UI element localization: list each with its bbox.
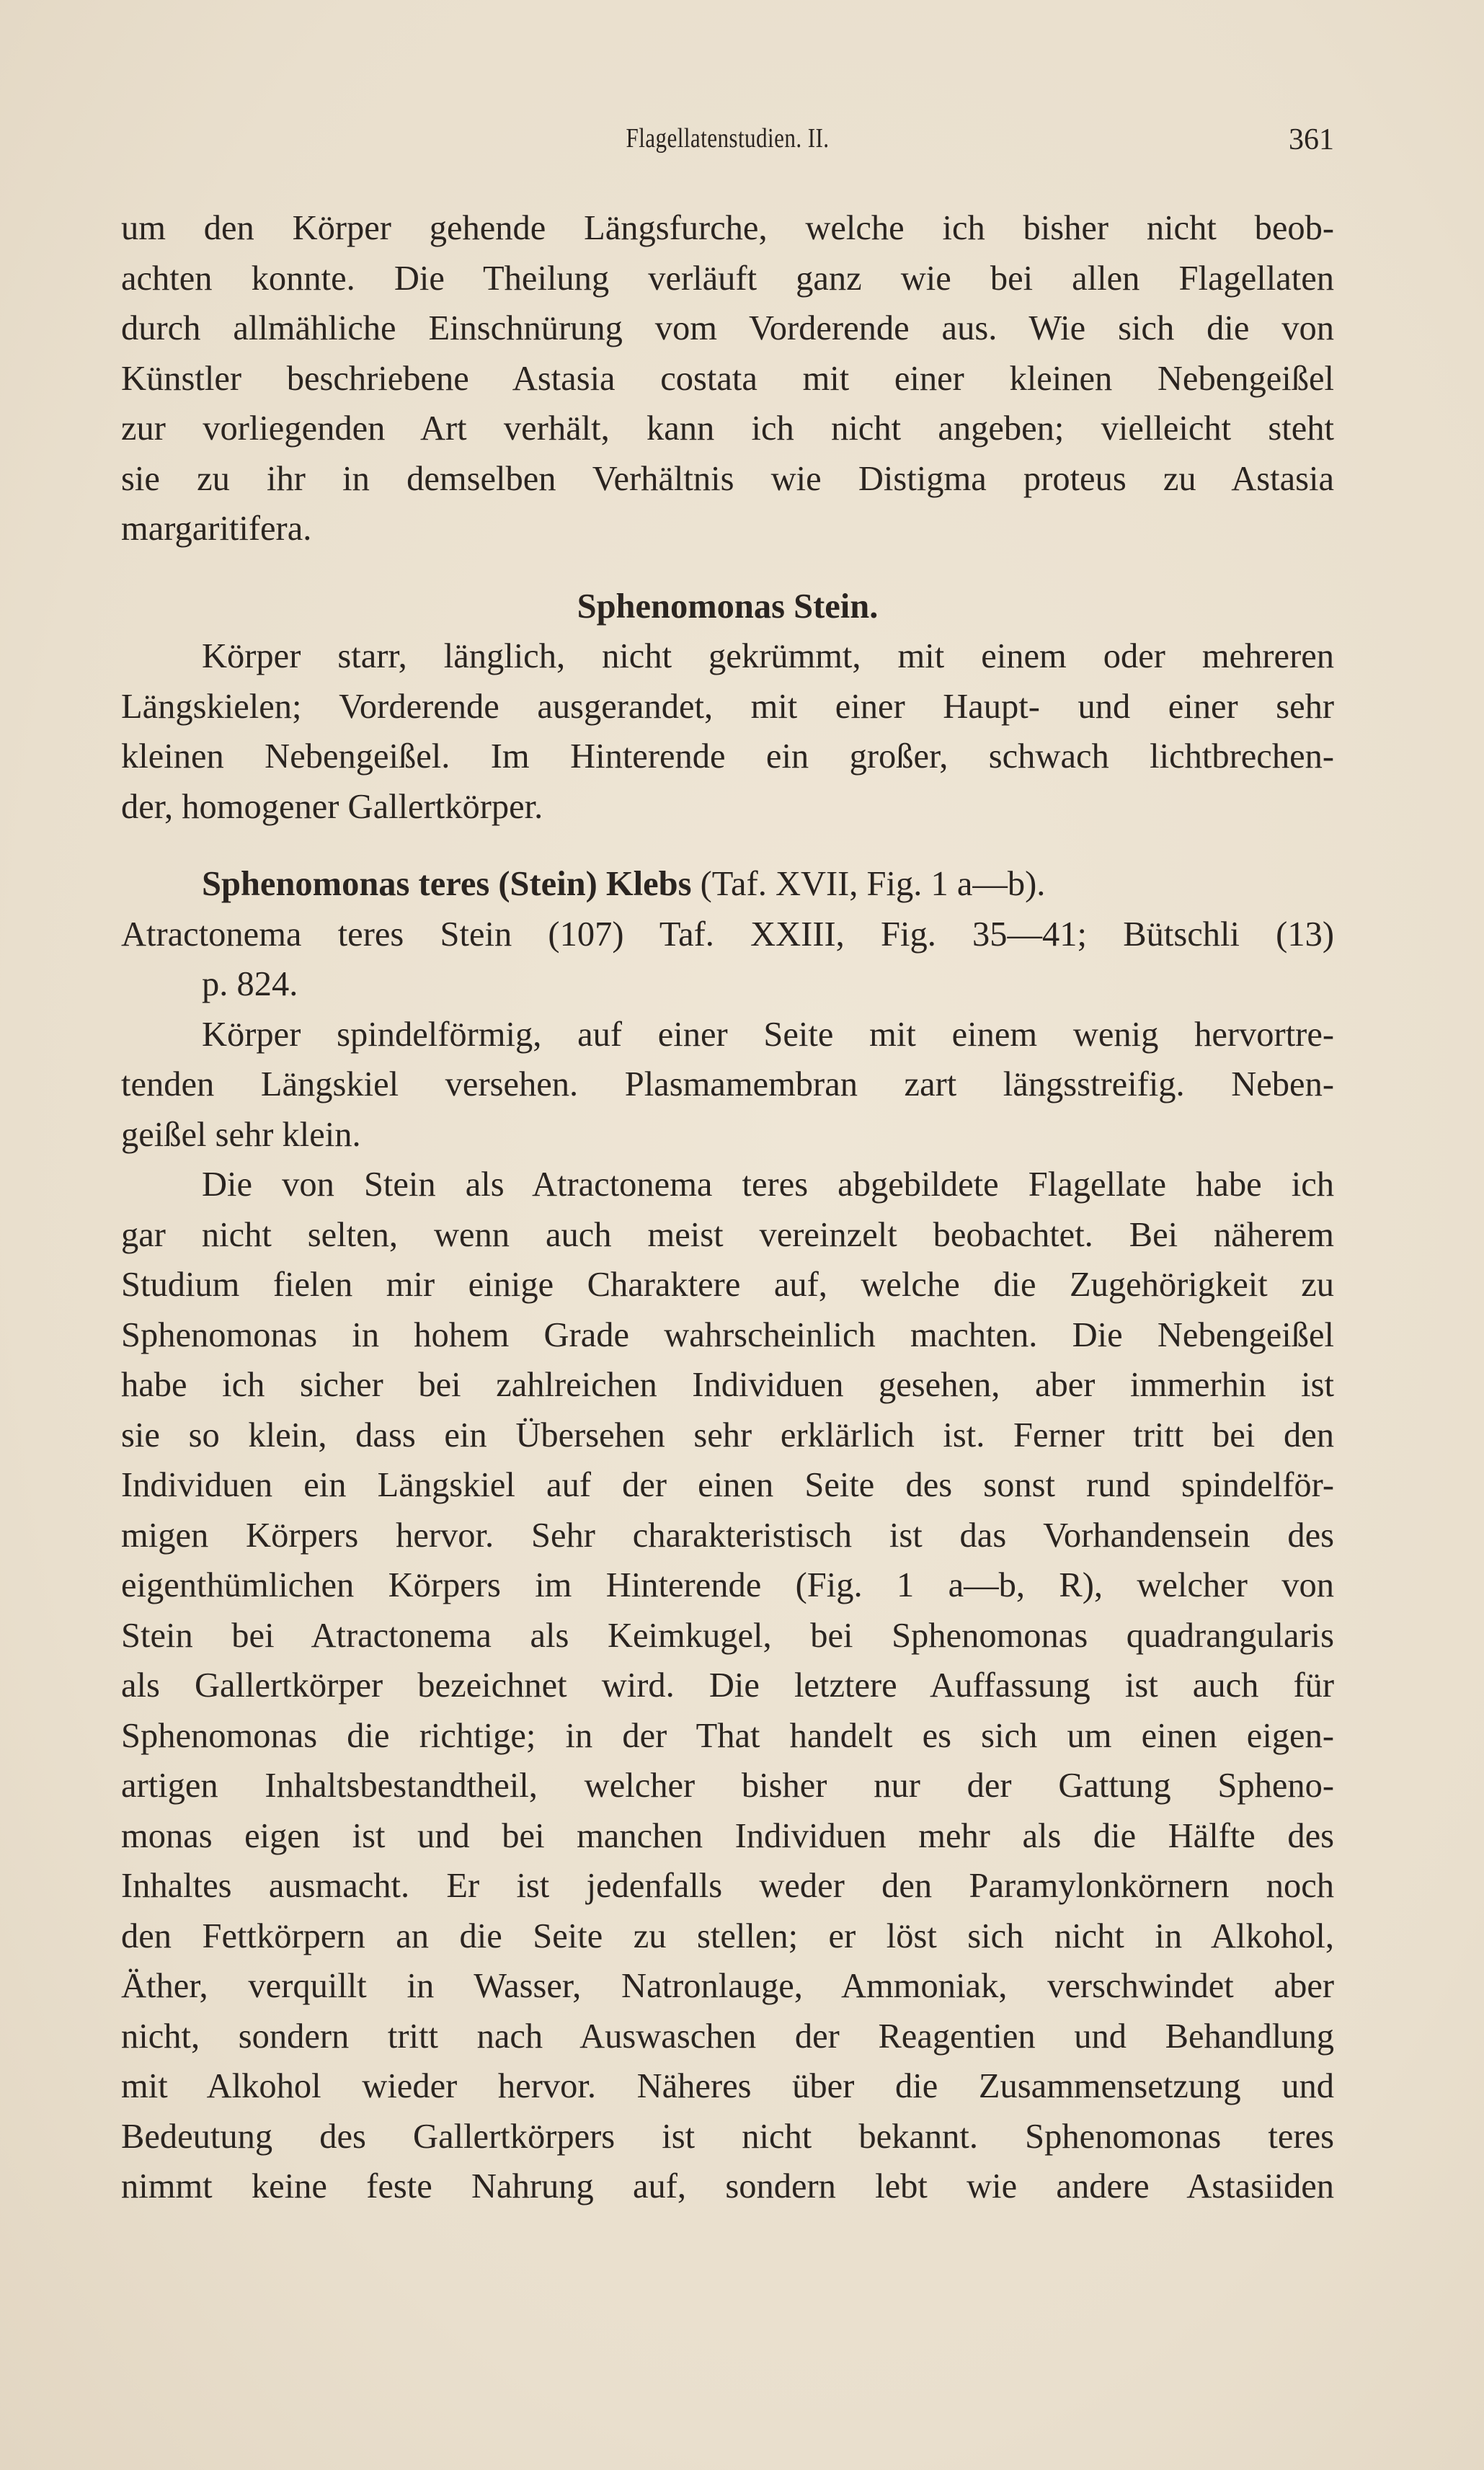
text-line: Künstler beschriebene Astasia costata mit einer kleinen Nebengeißel [121,359,1334,398]
text-line: der, homogener Gallertkörper. [121,787,543,826]
text-line: Bedeutung des Gallertkörpers ist nicht bekannt. Sphenomonas teres [121,2117,1334,2156]
text-line: margaritifera. [121,510,312,548]
text-line: Äther, verquillt in Wasser, Natronlauge, Ammoniak, verschwindet aber [121,1967,1334,2005]
text-line: migen Körpers hervor. Sehr charakteristisch ist das Vorhandensein des [121,1516,1334,1555]
running-title: Flagellatenstudien. II. [626,123,830,154]
text-line: sie so klein, dass ein Übersehen sehr erklärlich ist. Ferner tritt bei den [121,1416,1334,1454]
text-line: Individuen ein Längskiel auf der einen Seite des sonst rund spindelför- [121,1466,1334,1504]
text-line: achten konnte. Die Theilung verläuft ganz wie bei allen Flagellaten [121,259,1334,298]
species-name: Sphenomonas teres (Stein) Klebs [202,865,692,903]
text-line: zur vorliegenden Art verhält, kann ich nicht angeben; vielleicht steht [121,409,1334,448]
text-line: tenden Längskiel versehen. Plasmamembran zart längsstreifig. Neben- [121,1065,1334,1103]
text-line: Sphenomonas die richtige; in der That handelt es sich um einen eigen- [121,1716,1334,1755]
text-line: Inhaltes ausmacht. Er ist jedenfalls weder den Paramylonkörnern noch [121,1867,1334,1905]
text-line: eigenthümlichen Körpers im Hinterende (Fig. 1 a—b, R), welcher von [121,1566,1334,1604]
text-line: Sphenomonas in hohem Grade wahrscheinlich machten. Die Nebengeißel [121,1315,1334,1354]
text-line: habe ich sicher bei zahlreichen Individuen gesehen, aber immerhin ist [121,1366,1334,1404]
text-line: durch allmähliche Einschnürung vom Vorderende aus. Wie sich die von [121,309,1334,347]
page-number: 361 [1289,123,1334,156]
text-line: artigen Inhaltsbestandtheil, welcher bisher nur der Gattung Spheno- [121,1767,1334,1805]
text-line: Studium fielen mir einige Charaktere auf, welche die Zugehörigkeit zu [121,1266,1334,1304]
text-line: Die von Stein als Atractonema teres abgebildete Flagellate habe ich [202,1165,1334,1204]
text-line: als Gallertkörper bezeichnet wird. Die letztere Auffassung ist auch für [121,1666,1334,1705]
synonymy-line: p. 824. [202,965,298,1003]
text-line: gar nicht selten, wenn auch meist vereinzelt beobachtet. Bei näherem [121,1215,1334,1254]
text-line: den Fettkörpern an die Seite zu stellen; er löst sich nicht in Alkohol, [121,1916,1334,1955]
text-line: geißel sehr klein. [121,1115,361,1154]
text-line: Körper spindelförmig, auf einer Seite mit einem wenig hervortre- [202,1015,1334,1054]
text-line: mit Alkohol wieder hervor. Näheres über die Zusammensetzung und [121,2067,1334,2105]
text-line: sie zu ihr in demselben Verhältnis wie Distigma proteus zu Astasia [121,459,1334,498]
section-heading: Sphenomonas Stein. [577,587,879,626]
text-line: Stein bei Atractonema als Keimkugel, bei Sphenomonas quadrangularis [121,1616,1334,1655]
text-line: Körper starr, länglich, nicht gekrümmt, mit einem oder mehreren [202,637,1334,675]
text-line: Längskielen; Vorderende ausgerandet, mit einer Haupt- und einer sehr [121,687,1334,726]
text-line: monas eigen ist und bei manchen Individuen mehr als die Hälfte des [121,1816,1334,1855]
text-line: kleinen Nebengeißel. Im Hinterende ein großer, schwach lichtbrechen- [121,737,1334,776]
page-header [121,123,1334,166]
synonymy-line: Atractonema teres Stein (107) Taf. XXIII, Fig. 35—41; Bütschli (13) [121,915,1334,954]
text-line: um den Körper gehende Längsfurche, welche ich bisher nicht beob- [121,209,1334,247]
species-figure-ref: (Taf. XVII, Fig. 1 a—b). [700,865,1046,903]
text-line: nicht, sondern tritt nach Auswaschen der Reagentien und Behandlung [121,2017,1334,2056]
species-heading [121,859,1334,910]
text-line: nimmt keine feste Nahrung auf, sondern lebt wie andere Astasiiden [121,2167,1334,2205]
body-text [121,203,1334,2212]
